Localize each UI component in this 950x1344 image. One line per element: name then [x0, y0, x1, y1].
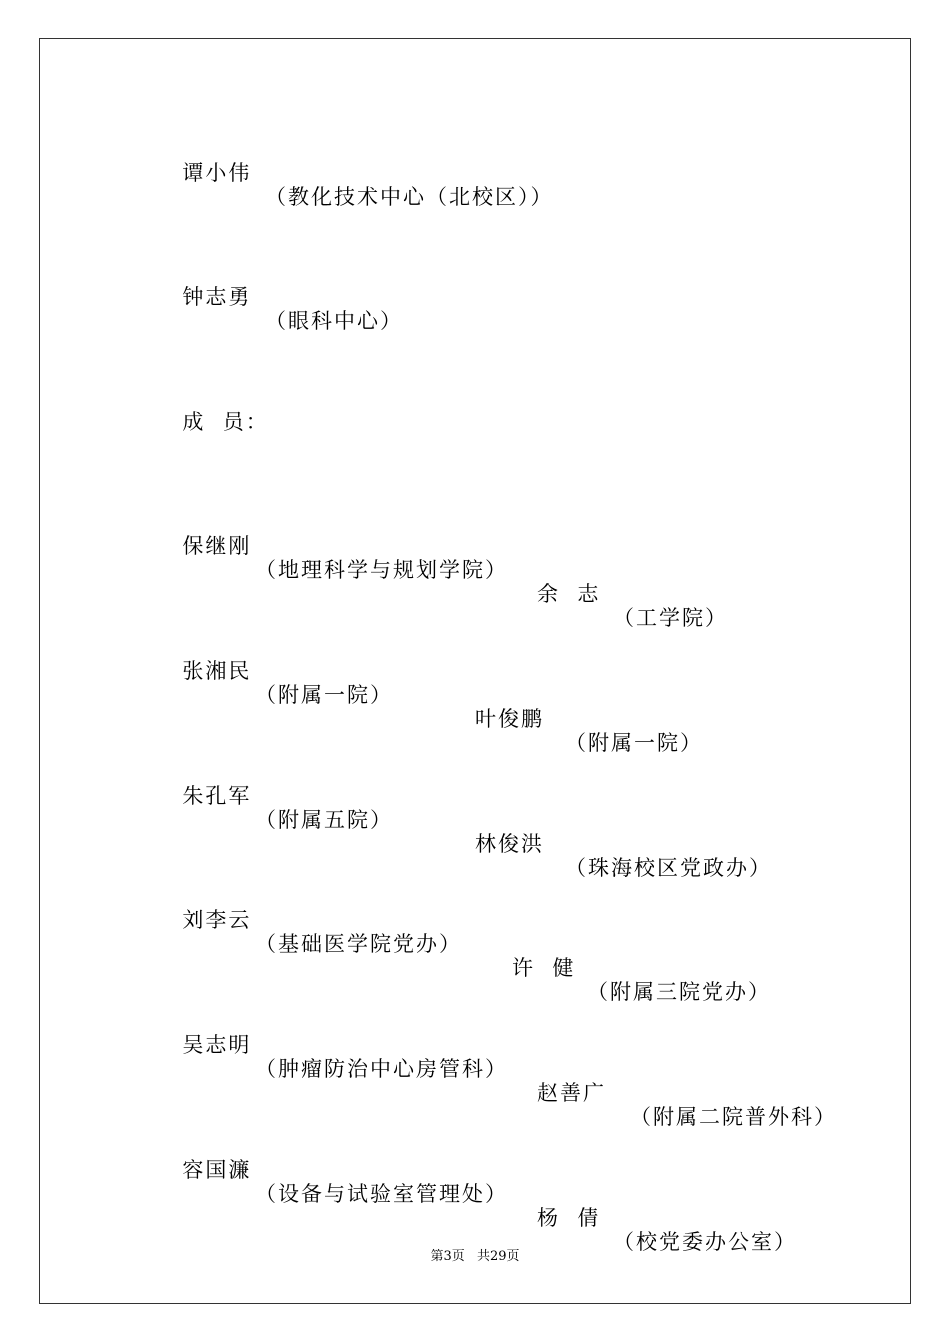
person-name: 张湘民 — [182, 659, 252, 683]
person-unit: （眼科中心） — [265, 309, 403, 333]
person-name: 容国濂 — [182, 1158, 252, 1182]
person-unit: （附属二院普外科） — [630, 1105, 837, 1129]
person-name: 谭小伟 — [182, 161, 252, 185]
person-unit: （附属一院） — [565, 731, 703, 755]
member-line — [165, 1134, 797, 1254]
member-line — [165, 510, 728, 630]
person-unit: （附属一院） — [255, 683, 393, 707]
page-footer — [0, 1249, 950, 1265]
person-unit: （设备与试验室管理处） — [255, 1182, 508, 1206]
members-heading — [165, 386, 269, 434]
person-name: 林俊洪 — [475, 832, 544, 856]
person-unit: （地理科学与规划学院） — [255, 558, 508, 582]
person-name: 朱孔军 — [182, 784, 252, 808]
leader-line — [165, 137, 554, 209]
member-line — [165, 884, 771, 1004]
person-name: 吴志明 — [182, 1033, 252, 1057]
person-unit: （基础医学院党办） — [255, 932, 462, 956]
person-unit: （附属三院党办） — [587, 980, 771, 1004]
person-name: 杨 倩 — [537, 1206, 601, 1230]
members-label: 成 员： — [182, 410, 269, 434]
page-total: 共29页 — [476, 1249, 520, 1264]
member-line — [165, 760, 772, 880]
person-name: 许 健 — [512, 956, 576, 980]
person-unit: （校党委办公室） — [613, 1230, 797, 1254]
member-line — [165, 1009, 837, 1129]
person-unit: （肿瘤防治中心房管科） — [255, 1057, 508, 1081]
person-unit: （工学院） — [613, 606, 728, 630]
member-line — [165, 635, 703, 755]
person-unit: （附属五院） — [255, 808, 393, 832]
person-name: 叶俊鹏 — [475, 707, 544, 731]
person-name: 余 志 — [537, 582, 601, 606]
leader-line — [165, 261, 403, 333]
person-unit: （珠海校区党政办） — [565, 856, 772, 880]
person-name: 赵善广 — [537, 1081, 606, 1105]
person-unit: （教化技术中心（北校区）） — [265, 185, 554, 209]
person-name: 刘李云 — [182, 908, 252, 932]
person-name: 保继刚 — [182, 534, 252, 558]
page-number: 第3页 — [430, 1249, 465, 1264]
person-name: 钟志勇 — [182, 285, 252, 309]
